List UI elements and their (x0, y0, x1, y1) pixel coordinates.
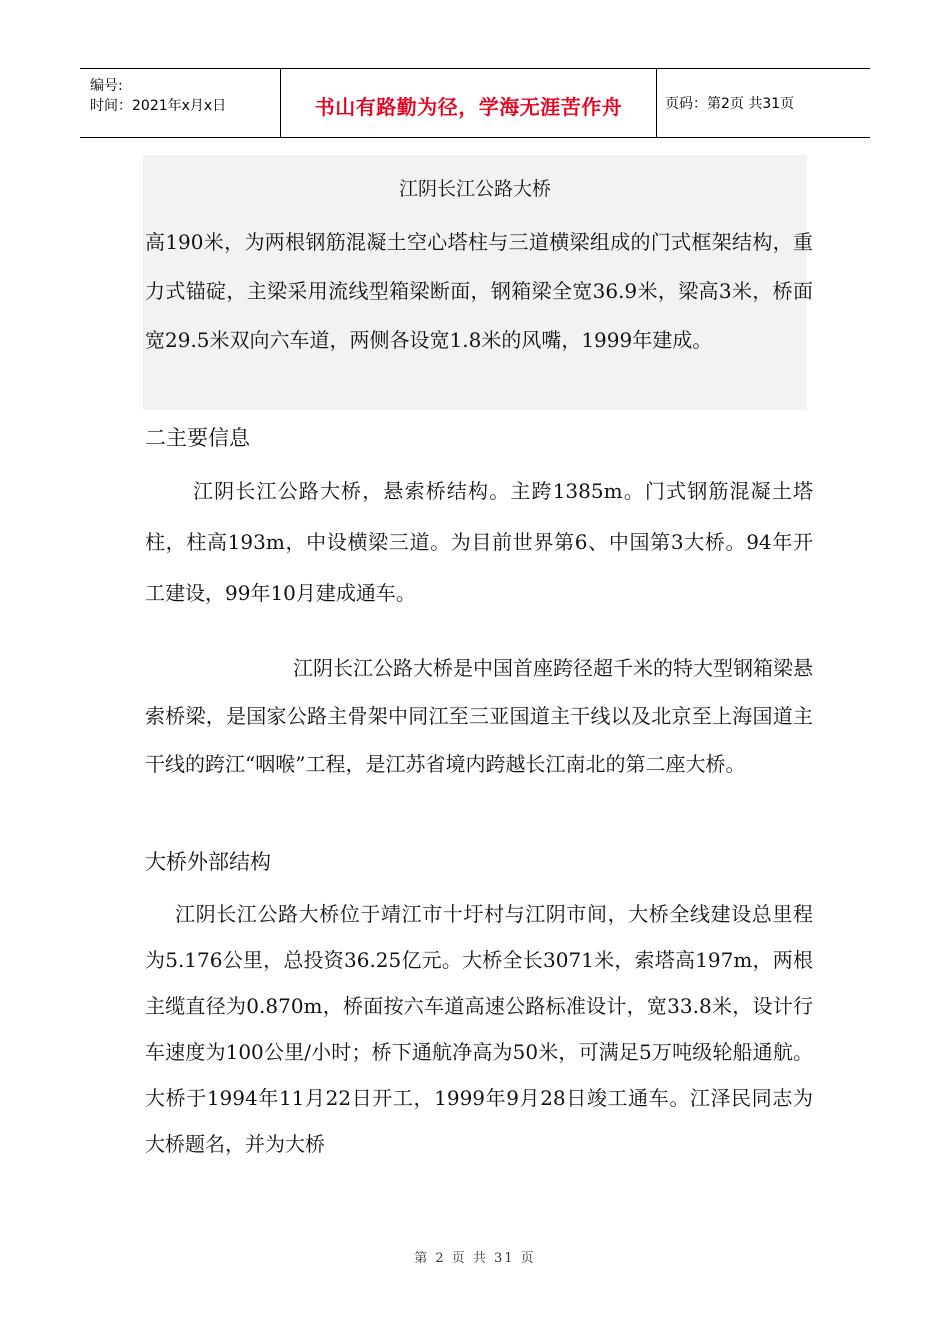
header-page-cell (657, 69, 870, 137)
paragraph-external-structure: 江阴长江公路大桥位于靖江市十圩村与江阴市间，大桥全线建设总里程为5.176公里，总投资36.25亿元。大桥全长3071米，索塔高197m，两根主缆直径为0.870m，桥面按六车道高速公路标准设计，宽33.8米，设计行车速度为100公里/小时；桥下通航净高为50米，可满足5万吨级轮船通航。大桥于1994年11月22日开工，1999年9月28日竣工通车。江泽民同志为大桥题名，并为大桥 (145, 902, 813, 1156)
header-motto: 书山有路勤为径，学海无涯苦作舟 (314, 95, 623, 119)
header-motto-cell (281, 69, 657, 137)
document-title: 江阴长江公路大桥 (398, 178, 551, 200)
header-meta-cell (80, 69, 281, 137)
heading-external-structure: 大桥外部结构 (145, 850, 271, 874)
number-label: 编号: (90, 78, 123, 94)
paragraph-tower: 高190米，为两根钢筋混凝土空心塔柱与三道横梁组成的门式框架结构，重力式锚碇，主梁采用流线型箱梁断面，钢箱梁全宽36.9米，梁高3米，桥面宽29.5米双向六车道，两侧各设宽1.8米的风嘴，1999年建成。 (145, 230, 813, 352)
paragraph-main-info: 江阴长江公路大桥，悬索桥结构。主跨1385m。门式钢筋混凝土塔柱，柱高193m，中设横梁三道。为目前世界第6、中国第3大桥。94年开工建设，99年10月建成通车。 (145, 479, 813, 605)
document-header (80, 68, 870, 138)
time-label: 时间：2021年x月x日 (90, 98, 227, 114)
paragraph-significance: 江阴长江公路大桥是中国首座跨径超千米的特大型钢箱梁悬索桥梁，是国家公路主骨架中同江至三亚国道主干线以及北京至上海国道主干线的跨江“咽喉”工程，是江苏省境内跨越长江南北的第二座大桥。 (145, 656, 813, 776)
heading-main-info: 二主要信息 (145, 426, 250, 450)
page-footer: 第 2 页 共 31 页 (414, 1251, 536, 1266)
header-page-info: 页码：第2页 共31页 (665, 96, 795, 112)
